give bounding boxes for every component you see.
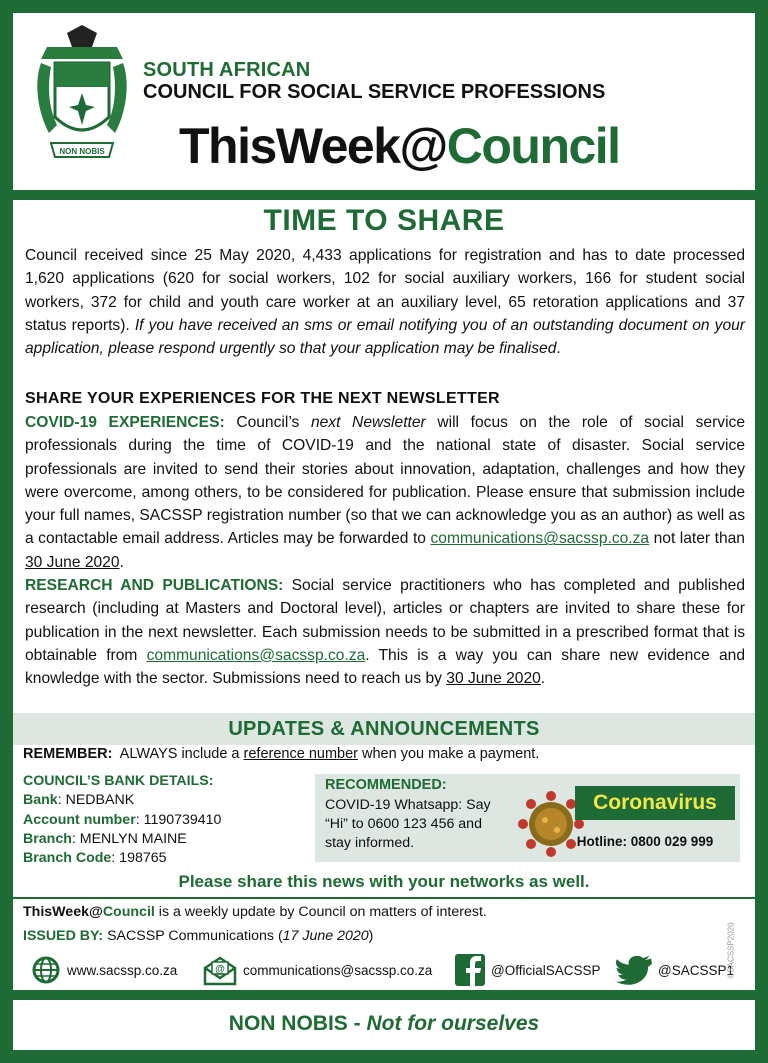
- applications-end: .: [556, 340, 561, 358]
- research-lead: RESEARCH AND PUBLICATIONS:: [25, 577, 284, 594]
- newsletter-title-part2: Council: [446, 118, 620, 174]
- twitter-bird-icon: [616, 955, 652, 985]
- research-deadline: 30 June 2020: [446, 670, 541, 688]
- coronavirus-hotline: Hotline: 0800 029 999: [576, 834, 714, 849]
- research-text-b: . This is a way you can share new evidence and knowledge with the sector. Submissions need to reach us by: [25, 646, 745, 688]
- bank-value: : NEDBANK: [57, 792, 135, 809]
- remember-text-b: when you make a payment.: [357, 746, 540, 762]
- bank-heading: COUNCIL’S BANK DETAILS:: [23, 773, 214, 789]
- issued-date: 17 June 2020: [282, 928, 369, 944]
- applications-urgent-note: If you have received an sms or email notifying you of an outstanding document on your application, please respond urgently so that your application may be finalised: [25, 316, 745, 358]
- issued-end: ): [368, 928, 374, 944]
- covid-text-italic: next Newsletter: [310, 414, 426, 431]
- covid-deadline: 30 June 2020: [25, 553, 120, 571]
- twitter-text[interactable]: @SACSSP1: [658, 962, 734, 978]
- crest-motto: NON NOBIS: [59, 147, 105, 156]
- facebook-icon: [455, 954, 485, 986]
- contact-bar: [23, 952, 734, 988]
- recommended-box: [315, 774, 740, 862]
- about-brand-b: Council: [102, 904, 155, 920]
- covid-paragraph: [25, 411, 745, 574]
- svg-text:@: @: [215, 964, 225, 975]
- newsletter-title-part1: ThisWeek@: [179, 118, 447, 174]
- org-name-line1: SOUTH AFRICAN: [143, 59, 311, 81]
- remember-note: [23, 746, 539, 762]
- covid-text-c: not later than: [649, 530, 745, 548]
- account-value: : 1190739410: [135, 811, 222, 828]
- applications-text: Council received since 25 May 2020, 4,433 applications for registration and has to date processed 1,620 applications (620 for social workers, 102 for social auxiliary workers, 166 for student social workers, 372 for child and youth care worker at an auxiliary level, 65 retoration applications and 37 status reports).: [25, 247, 745, 334]
- covid-text-d: .: [119, 553, 124, 571]
- email-icon: [203, 954, 237, 986]
- globe-icon: [31, 955, 61, 985]
- about-text: is a weekly update by Council on matters of interest.: [154, 904, 487, 920]
- coronavirus-label: Coronavirus: [575, 786, 735, 820]
- remember-text-a: ALWAYS include a: [112, 746, 244, 762]
- motto-footer: [13, 1000, 755, 1050]
- research-text-a: Social service practitioners who has completed and published research (including at Masters and Doctoral level), articles or chapters are invited to share these for publication in the next newsletter. Each submission needs to be submitted in a prescribed format that is obtainable from: [25, 577, 745, 664]
- account-row: [23, 811, 221, 830]
- footer-separator: -: [347, 1012, 367, 1035]
- main-panel: [13, 200, 755, 990]
- twitter-contact[interactable]: [616, 952, 734, 988]
- email-text[interactable]: communications@sacssp.co.za: [243, 962, 433, 978]
- share-news-callout: Please share this news with your networks as well.: [178, 872, 590, 891]
- council-crest-logo: [37, 25, 127, 170]
- bank-label: Bank: [23, 792, 58, 809]
- remember-label: REMEMBER:: [23, 746, 113, 762]
- website-contact[interactable]: [31, 952, 177, 988]
- share-heading: SHARE YOUR EXPERIENCES FOR THE NEXT NEWSLETTER: [25, 390, 500, 407]
- coronavirus-banner: [515, 786, 735, 860]
- branch-code-label: Branch Code: [23, 850, 112, 867]
- account-label: Account number: [23, 811, 136, 828]
- copyright-text: ©SACSSP2020: [726, 922, 736, 979]
- facebook-contact[interactable]: [455, 952, 601, 988]
- org-name-line2: COUNCIL FOR SOCIAL SERVICE PROFESSIONS: [143, 81, 606, 103]
- website-text[interactable]: www.sacssp.co.za: [67, 962, 178, 978]
- research-email-link[interactable]: communications@sacssp.co.za: [146, 646, 366, 664]
- divider: [13, 897, 755, 899]
- branch-label: Branch: [23, 830, 72, 847]
- covid-lead: COVID-19 EXPERIENCES:: [25, 414, 225, 431]
- covid-email-link[interactable]: communications@sacssp.co.za: [430, 530, 650, 548]
- covid-text-a: Council’s: [224, 414, 311, 431]
- issued-label: ISSUED BY:: [23, 928, 104, 944]
- branch-row: [23, 830, 221, 849]
- recommended-title: RECOMMENDED:: [325, 777, 447, 793]
- updates-heading: UPDATES & ANNOUNCEMENTS: [13, 713, 755, 745]
- covid-text-b: will focus on the role of social service professionals during the time of COVID-19 and the national state of disaster. Social service professionals are invited to send their stories about innovation, adaptation, challenges and how they were overcome, among others, to be considered for publication. Please ensure that submission include your full names, SACSSP registration number (so that we can acknowledge you as an author) as well as a contactable email address. Articles may be forwarded to: [25, 414, 746, 548]
- newsletter-title: [179, 117, 620, 175]
- issued-by: SACSSP Communications (: [103, 928, 283, 944]
- recommended-text: COVID-19 Whatsapp: Say “Hi” to 0600 123 456 and stay informed.: [325, 797, 491, 851]
- copyright-notice: [726, 918, 745, 988]
- branch-code-row: [23, 849, 221, 868]
- about-brand-a: ThisWeek@: [23, 904, 103, 920]
- research-paragraph: [25, 574, 745, 690]
- branch-code-value: : 198765: [111, 850, 167, 867]
- branch-value: : MENLYN MAINE: [71, 830, 187, 847]
- footer-translation: Not for ourselves: [366, 1012, 540, 1035]
- issued-line: [23, 928, 373, 944]
- section-title-time-to-share: TIME TO SHARE: [263, 204, 505, 237]
- bank-details: [23, 772, 221, 868]
- applications-paragraph: [25, 244, 745, 360]
- masthead: [13, 13, 755, 190]
- remember-reference: reference number: [243, 746, 358, 762]
- footer-motto: NON NOBIS: [228, 1012, 348, 1035]
- email-contact[interactable]: [203, 952, 432, 988]
- bank-row: [23, 791, 221, 810]
- research-text-c: .: [540, 670, 546, 688]
- facebook-text[interactable]: @OfficialSACSSP: [491, 962, 601, 978]
- about-line: [23, 904, 487, 920]
